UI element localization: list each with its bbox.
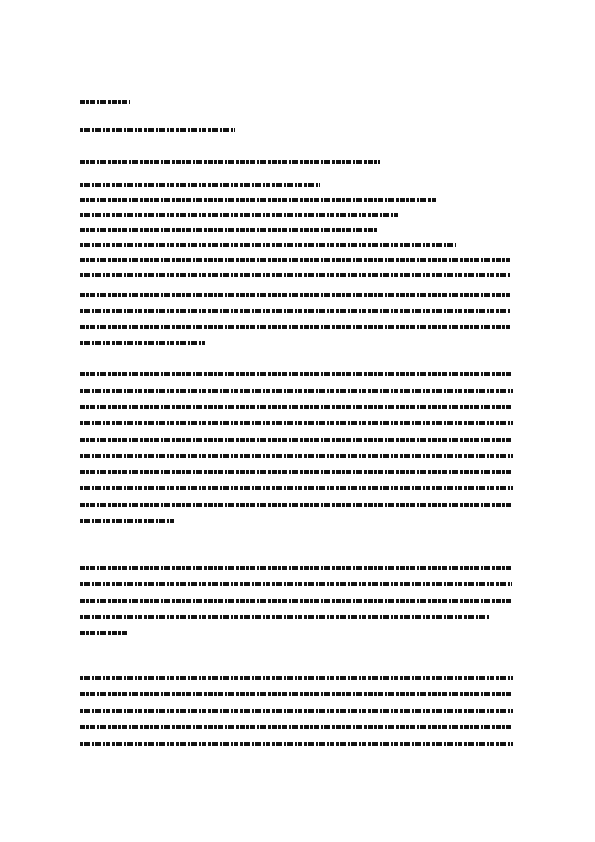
- text-line: [80, 128, 235, 132]
- text-line: [80, 372, 513, 376]
- text-line: [80, 243, 456, 247]
- text-line: [80, 438, 513, 442]
- text-line: [80, 486, 513, 490]
- text-line: [80, 198, 436, 202]
- text-line: [80, 615, 490, 619]
- text-line: [80, 470, 513, 474]
- text-line: [80, 213, 398, 217]
- text-line: [80, 183, 320, 187]
- text-line: [80, 519, 176, 523]
- text-line: [80, 258, 510, 262]
- text-line: [80, 228, 378, 232]
- text-line: [80, 676, 513, 680]
- text-line: [80, 100, 130, 104]
- text-line: [80, 341, 205, 345]
- text-line: [80, 293, 510, 297]
- text-line: [80, 692, 513, 696]
- text-line: [80, 725, 513, 729]
- text-line: [80, 742, 513, 746]
- text-line: [80, 454, 513, 458]
- text-line: [80, 160, 380, 164]
- text-line: [80, 599, 512, 603]
- text-line: [80, 582, 512, 586]
- text-line: [80, 325, 510, 329]
- text-line: [80, 631, 128, 635]
- text-line: [80, 389, 513, 393]
- text-line: [80, 421, 513, 425]
- text-line: [80, 405, 513, 409]
- text-line: [80, 709, 513, 713]
- text-line: [80, 503, 513, 507]
- text-line: [80, 309, 510, 313]
- text-line: [80, 273, 510, 277]
- text-line: [80, 566, 512, 570]
